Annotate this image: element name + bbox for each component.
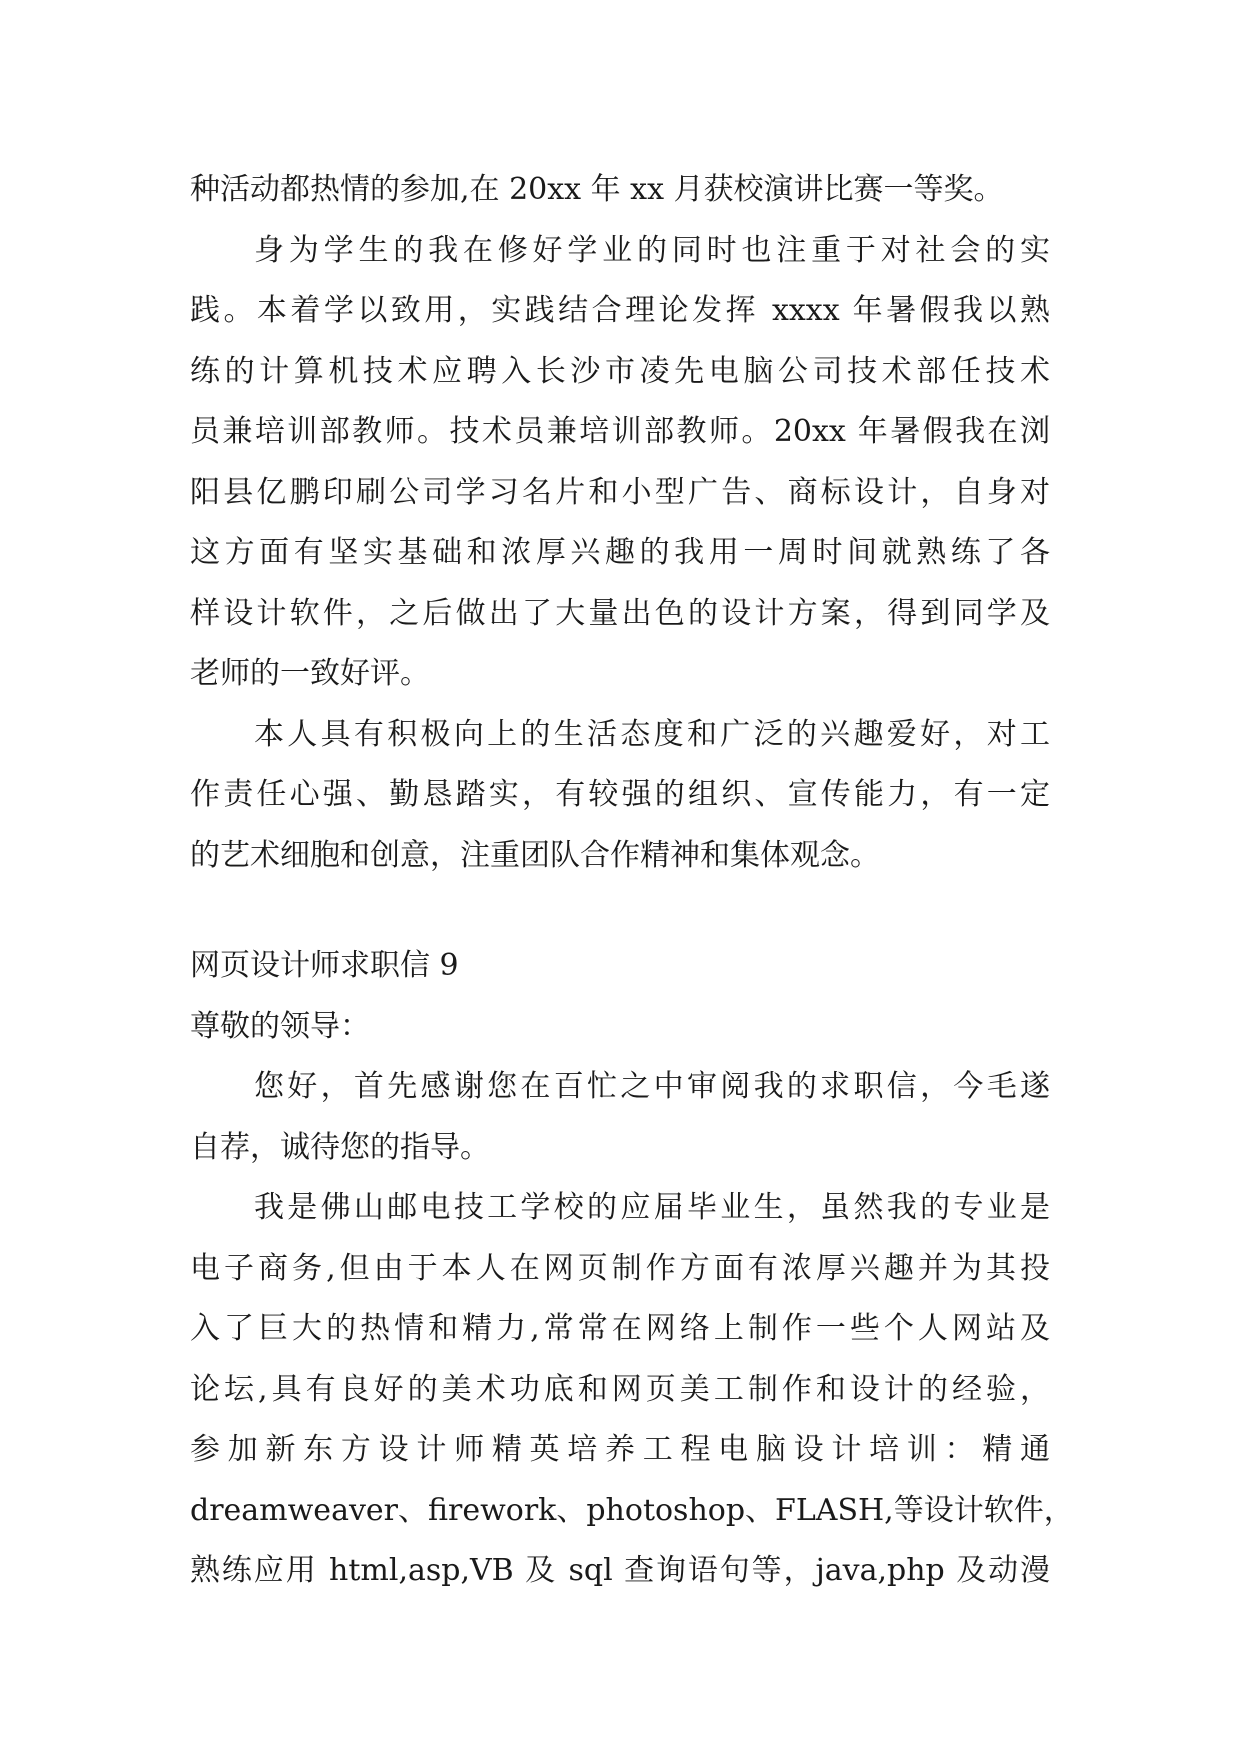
paragraph-line: 践。本着学以致用，实践结合理论发挥 xxxx 年暑假我以熟: [190, 293, 1050, 328]
paragraph-line: 我是佛山邮电技工学校的应届毕业生，虽然我的专业是: [254, 1190, 1050, 1225]
paragraph-line: 论坛,具有良好的美术功底和网页美工制作和设计的经验，: [190, 1371, 1050, 1407]
salutation: 尊敬的领导：: [190, 1008, 370, 1044]
paragraph-line: 电子商务,但由于本人在网页制作方面有浓厚兴趣并为其投: [190, 1250, 1050, 1286]
section-spacer: [190, 886, 1050, 936]
document-body: [190, 160, 1074, 1602]
paragraph-line: 这方面有坚实基础和浓厚兴趣的我用一周时间就熟练了各: [190, 535, 1050, 570]
paragraph-line: 样设计软件，之后做出了大量出色的设计方案，得到同学及: [190, 595, 1050, 631]
paragraph-line: 您好，首先感谢您在百忙之中审阅我的求职信，今毛遂: [254, 1069, 1050, 1104]
paragraph-line: 参加新东方设计师精英培养工程电脑设计培训：精通: [190, 1432, 1050, 1467]
paragraph-line: dreamweaver、firework、photoshop、FLASH,等设计软件，: [190, 1492, 1074, 1528]
paragraph-line: 身为学生的我在修好学业的同时也注重于对社会的实: [254, 232, 1050, 268]
paragraph-line: 练的计算机技术应聘入长沙市凌先电脑公司技术部任技术: [190, 353, 1050, 389]
paragraph-line: 入了巨大的热情和精力,常常在网络上制作一些个人网站及: [190, 1311, 1050, 1346]
paragraph-line: 本人具有积极向上的生活态度和广泛的兴趣爱好，对工: [254, 716, 1050, 752]
section-title: 网页设计师求职信 9: [190, 948, 459, 983]
paragraph-line: 阳县亿鹏印刷公司学习名片和小型广告、商标设计，自身对: [190, 474, 1050, 510]
paragraph-line: 作责任心强、勤恳踏实，有较强的组织、宣传能力，有一定: [190, 777, 1050, 812]
paragraph-line: 种活动都热情的参加,在 20xx 年 xx 月获校演讲比赛一等奖。: [190, 172, 1004, 207]
paragraph-line: 的艺术细胞和创意，注重团队合作精神和集体观念。: [190, 837, 880, 873]
paragraph-line: 自荐，诚待您的指导。: [190, 1129, 490, 1165]
paragraph-line: 员兼培训部教师。技术员兼培训部教师。20xx 年暑假我在浏: [190, 414, 1050, 449]
paragraph-line: 老师的一致好评。: [190, 656, 430, 691]
paragraph-line: 熟练应用 html,asp,VB 及 sql 查询语句等，java,php 及动漫: [190, 1553, 1050, 1588]
